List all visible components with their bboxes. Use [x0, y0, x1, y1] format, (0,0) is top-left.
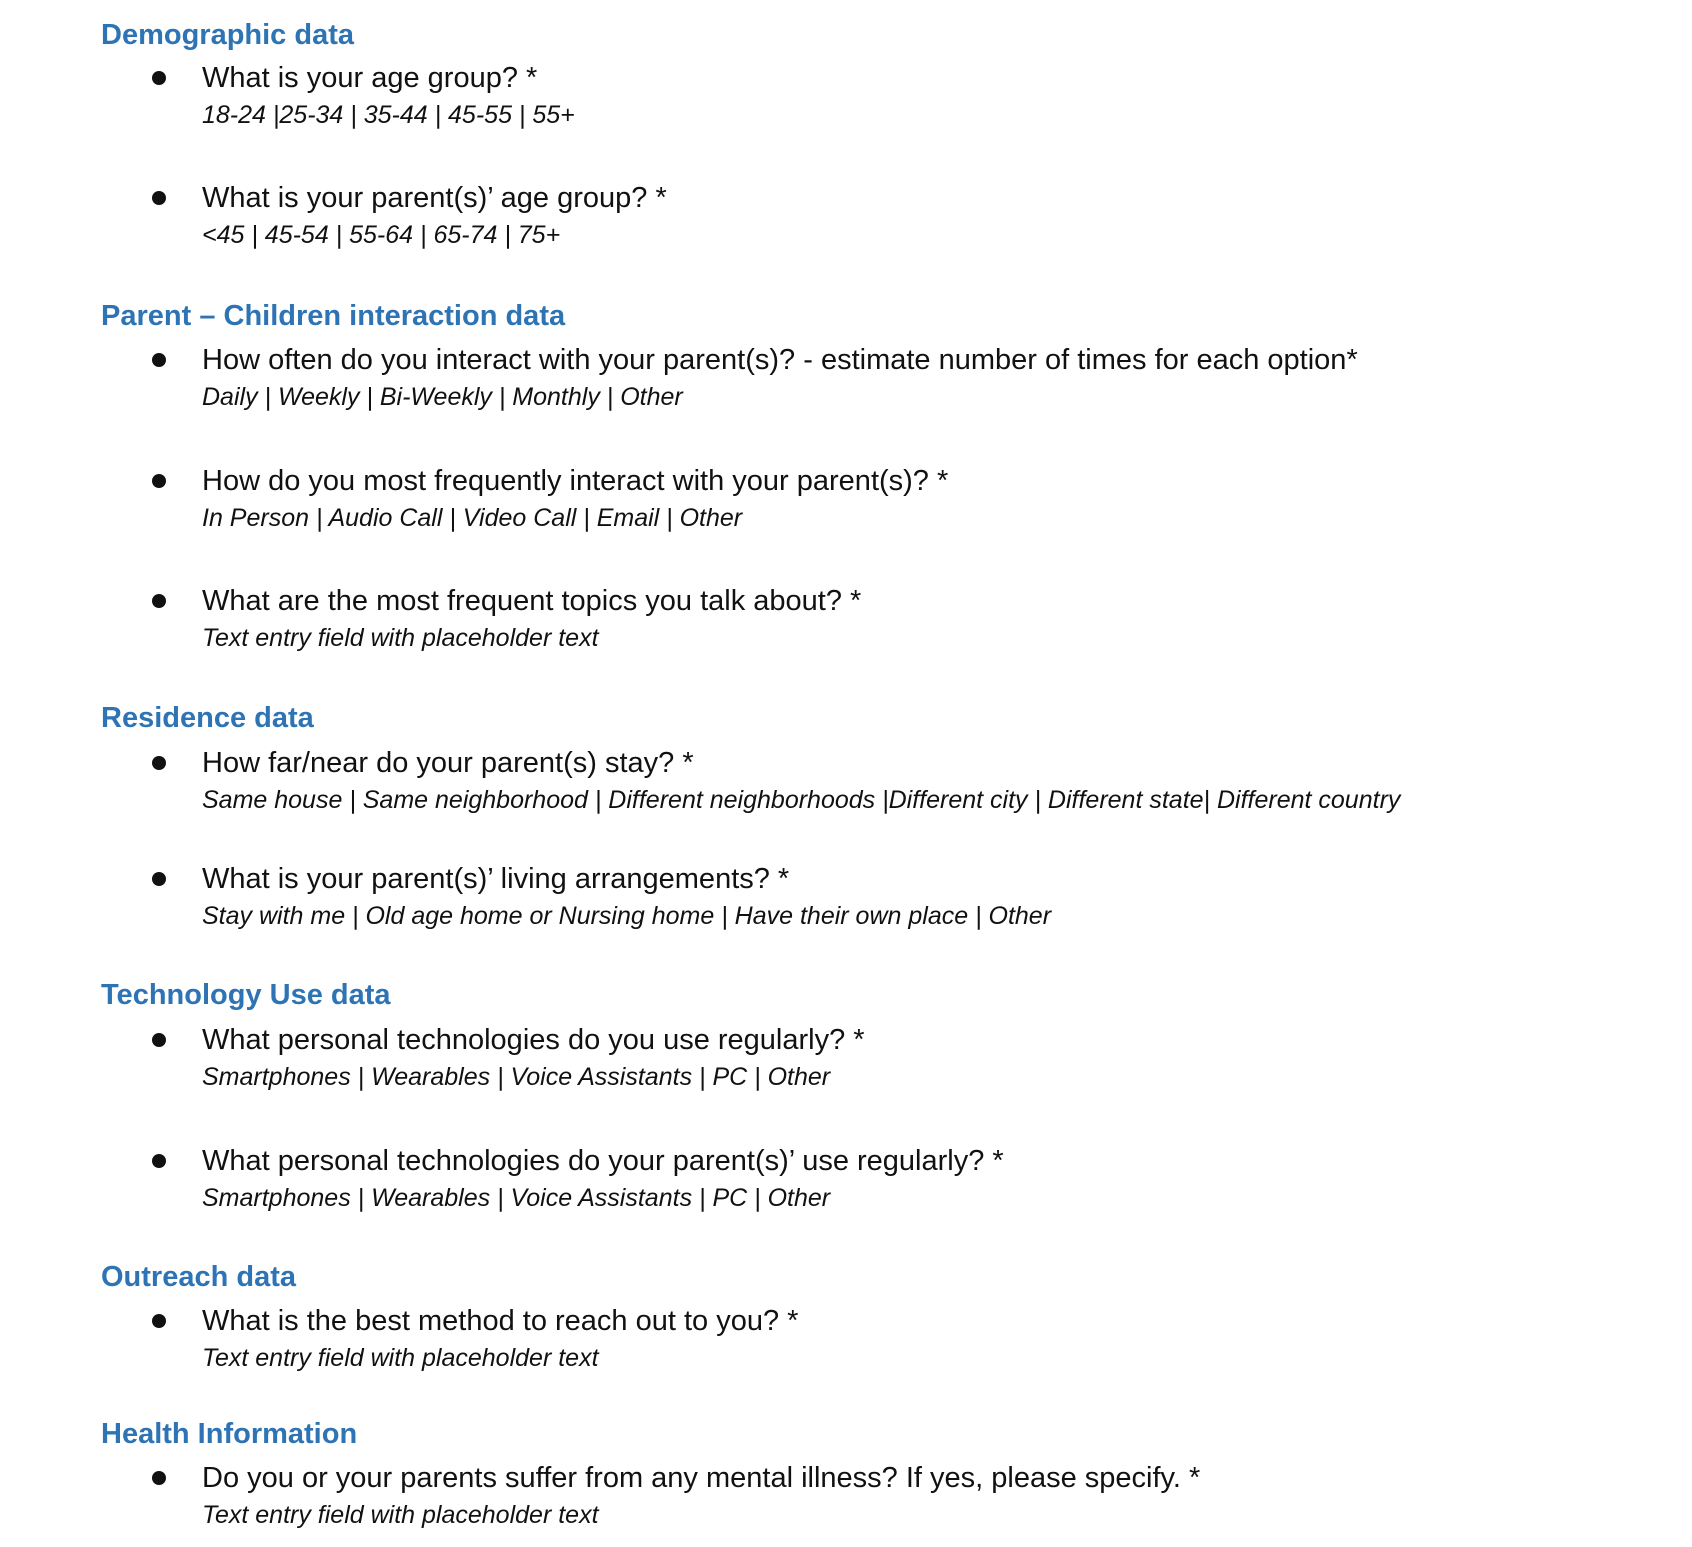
section-title-interaction: Parent – Children interaction data: [101, 300, 566, 332]
question-parent-age-group: What is your parent(s)’ age group? *: [202, 182, 667, 214]
options-parent-distance: Same house | Same neighborhood | Different neighborhoods |Different city | Different state| Different country: [202, 786, 1401, 814]
bullet-icon: [152, 872, 166, 886]
options-own-technologies: Smartphones | Wearables | Voice Assistants | PC | Other: [202, 1063, 831, 1091]
section-title-technology: Technology Use data: [101, 979, 391, 1011]
question-interaction-method: How do you most frequently interact with your parent(s)? *: [202, 465, 949, 497]
section-title-residence: Residence data: [101, 702, 314, 734]
bullet-icon: [152, 1033, 166, 1047]
question-interaction-frequency: How often do you interact with your parent(s)? - estimate number of times for each option*: [202, 344, 1358, 376]
section-title-demographic: Demographic data: [101, 19, 354, 51]
section-title-health: Health Information: [101, 1418, 358, 1450]
options-age-group: 18-24 |25-34 | 35-44 | 45-55 | 55+: [202, 101, 575, 129]
question-living-arrangements: What is your parent(s)’ living arrangements? *: [202, 863, 790, 895]
bullet-icon: [152, 1154, 166, 1168]
options-living-arrangements: Stay with me | Old age home or Nursing home | Have their own place | Other: [202, 902, 1052, 930]
options-outreach-method: Text entry field with placeholder text: [202, 1344, 599, 1372]
bullet-icon: [152, 353, 166, 367]
question-mental-illness: Do you or your parents suffer from any mental illness? If yes, please specify. *: [202, 1462, 1201, 1494]
question-topics: What are the most frequent topics you talk about? *: [202, 585, 862, 617]
question-age-group: What is your age group? *: [202, 62, 538, 94]
question-parent-distance: How far/near do your parent(s) stay? *: [202, 747, 694, 779]
options-parent-age-group: <45 | 45-54 | 55-64 | 65-74 | 75+: [202, 221, 561, 249]
bullet-icon: [152, 594, 166, 608]
bullet-icon: [152, 191, 166, 205]
options-topics: Text entry field with placeholder text: [202, 624, 599, 652]
section-title-outreach: Outreach data: [101, 1261, 296, 1293]
options-interaction-method: In Person | Audio Call | Video Call | Email | Other: [202, 504, 743, 532]
options-parent-technologies: Smartphones | Wearables | Voice Assistants | PC | Other: [202, 1184, 831, 1212]
bullet-icon: [152, 756, 166, 770]
options-mental-illness: Text entry field with placeholder text: [202, 1501, 599, 1529]
options-interaction-frequency: Daily | Weekly | Bi-Weekly | Monthly | Other: [202, 383, 683, 411]
question-parent-technologies: What personal technologies do your parent(s)’ use regularly? *: [202, 1145, 1004, 1177]
bullet-icon: [152, 71, 166, 85]
question-outreach-method: What is the best method to reach out to you? *: [202, 1305, 799, 1337]
question-own-technologies: What personal technologies do you use regularly? *: [202, 1024, 865, 1056]
bullet-icon: [152, 1314, 166, 1328]
bullet-icon: [152, 474, 166, 488]
bullet-icon: [152, 1471, 166, 1485]
